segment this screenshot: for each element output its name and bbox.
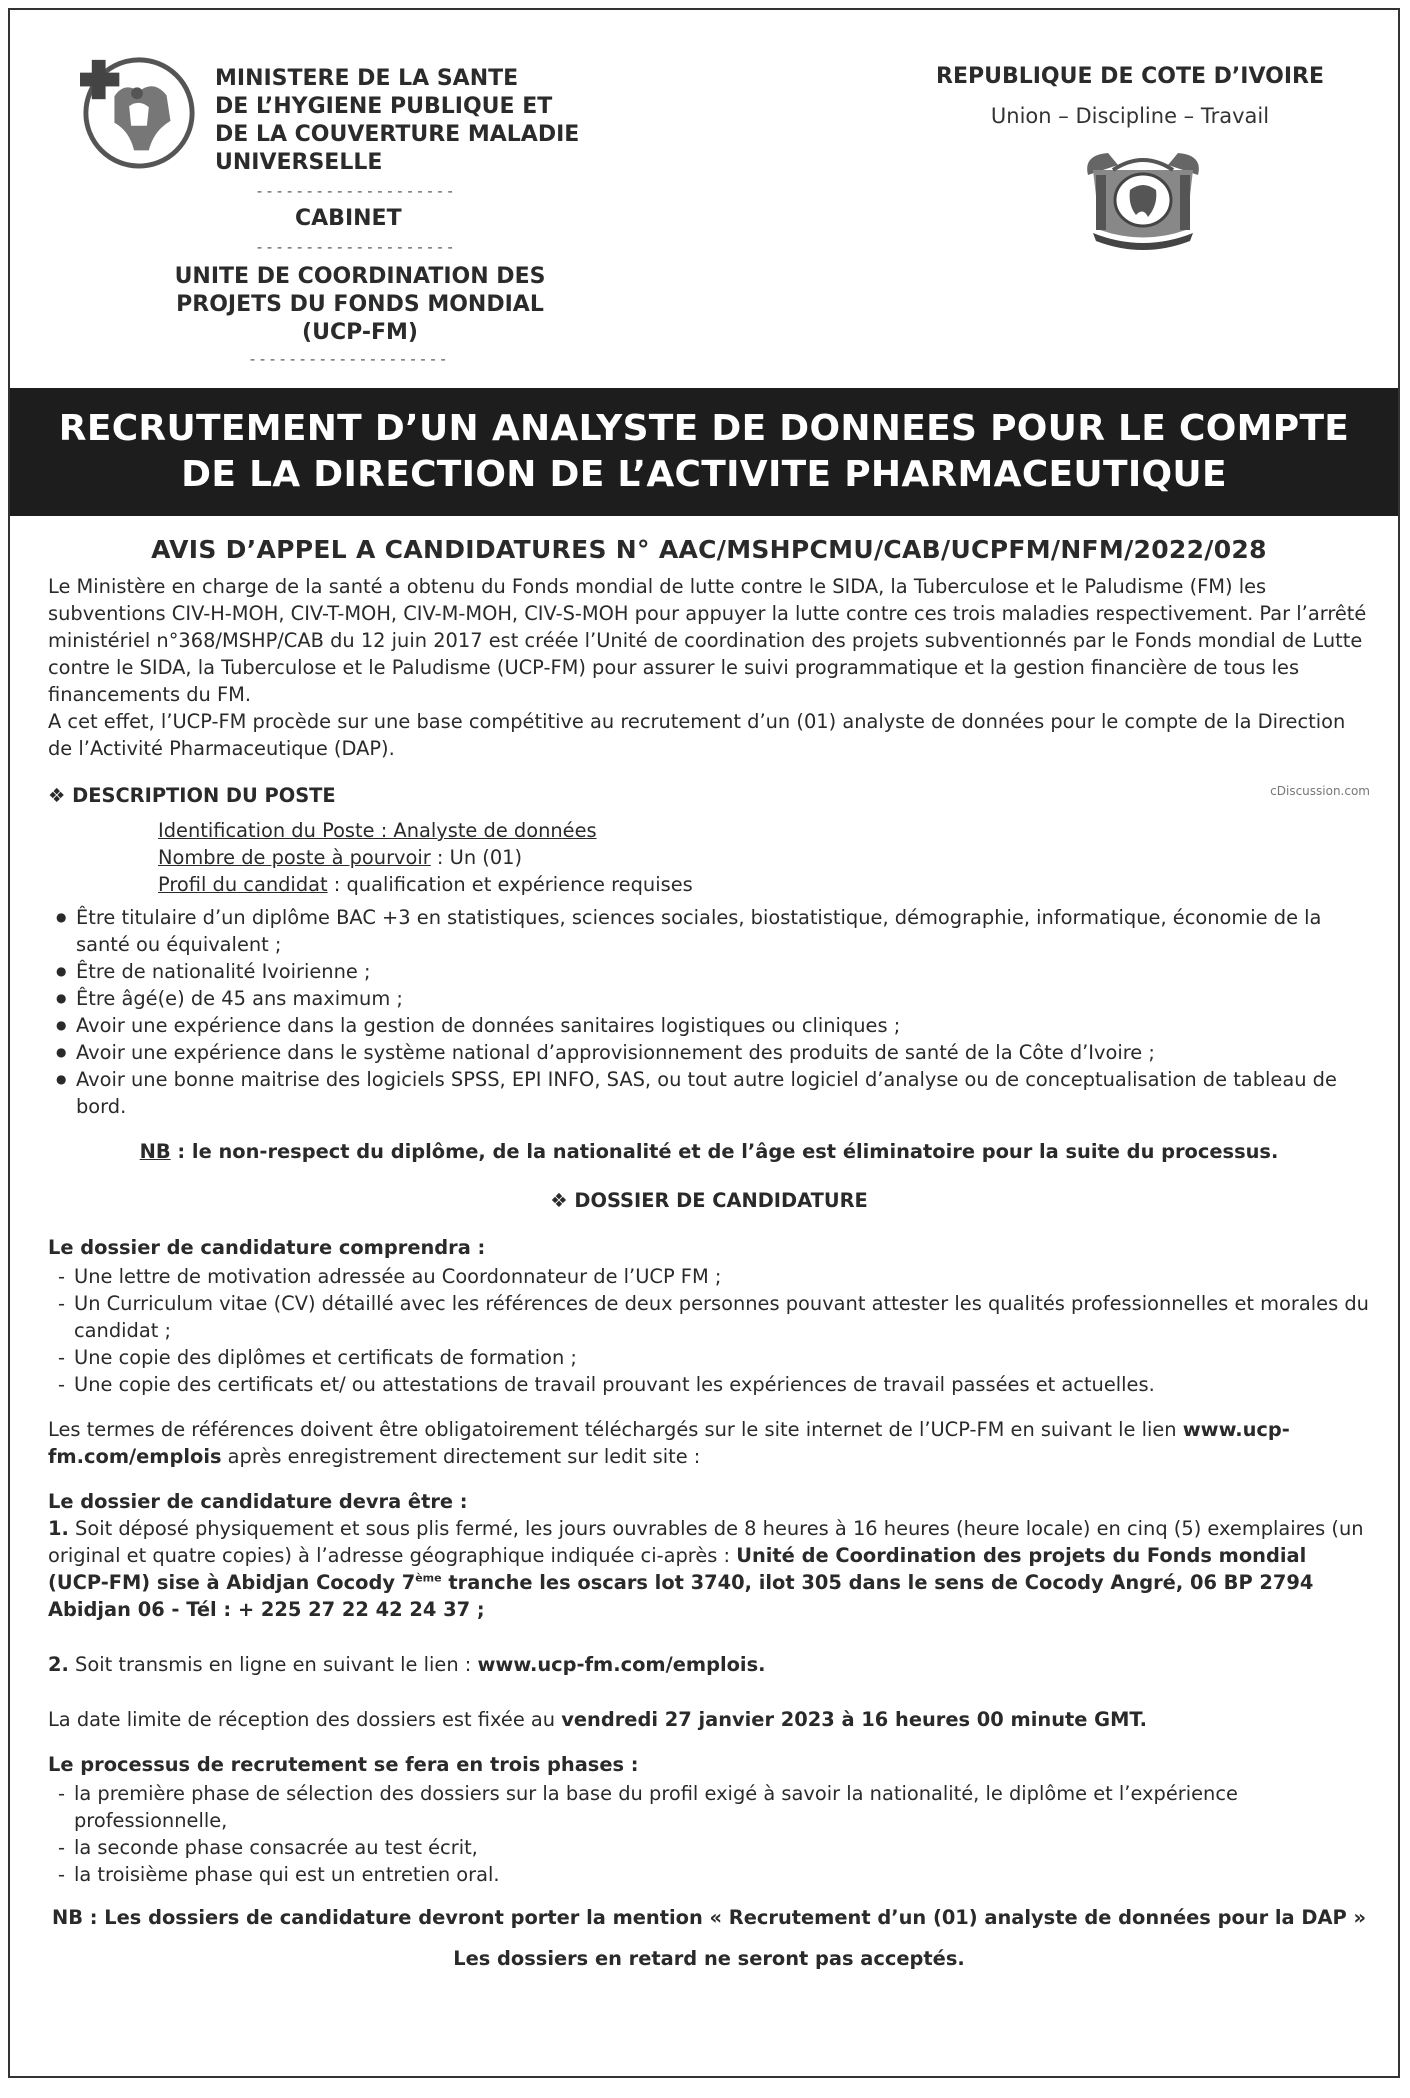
terms-text: Les termes de références doivent être obligatoirement téléchargés sur le site internet de l’UCP-FM en suivant le lien — [48, 1418, 1183, 1441]
late-notice: Les dossiers en retard ne seront pas acceptés. — [453, 1947, 965, 1970]
dossier-contents-heading: Le dossier de candidature comprendra : — [48, 1236, 486, 1259]
list-item: - Une lettre de motivation adressée au Coordonnateur de l’UCP FM ; — [74, 1263, 1370, 1290]
deadline-date: vendredi 27 janvier 2023 à 16 heures 00 minute GMT. — [561, 1708, 1148, 1731]
list-item: ● Avoir une bonne maitrise des logiciels SPSS, EPI INFO, SAS, ou tout autre logiciel d’analyse ou de conceptualisation de tableau de bord. — [76, 1066, 1370, 1120]
ordinal-suffix: ème — [415, 1571, 442, 1585]
deadline-text: La date limite de réception des dossiers est fixée au — [48, 1708, 562, 1731]
post-count-label: Nombre de poste à pourvoir — [158, 846, 431, 869]
address-text: Unité de Coordination des projets du Fonds mondial (UCP-FM) sise à Abidjan Cocody 7 — [48, 1544, 1307, 1594]
terms-link[interactable]: www.ucp-fm.com/emplois — [48, 1418, 1290, 1468]
post-count-value: : Un (01) — [430, 846, 523, 869]
post-identification-line: Identification du Poste : Analyste de données — [158, 819, 597, 842]
title-banner — [10, 388, 1398, 516]
terms-after: après enregistrement directement sur ledit site : — [221, 1445, 701, 1468]
republic-name: REPUBLIQUE DE COTE D’IVOIRE — [936, 64, 1324, 89]
cabinet-label: CABINET — [295, 206, 402, 231]
list-item: ● Être de nationalité Ivoirienne ; — [76, 958, 1370, 985]
list-item: - la seconde phase consacrée au test écrit, — [74, 1834, 1370, 1861]
list-item: ● Avoir une expérience dans la gestion de données sanitaires logistiques ou cliniques ; — [76, 1012, 1370, 1039]
header — [10, 10, 1398, 388]
list-item: - Un Curriculum vitae (CV) détaillé avec les références de deux personnes pouvant attester les qualités professionnelles et morales du candidat ; — [74, 1290, 1370, 1344]
address-text-cont: tranche les oscars lot 3740, ilot 305 dans le sens de Cocody Angré, 06 BP 2794 Abidjan 06 - Tél : + 225 27 22 42 24 37 ; — [48, 1571, 1314, 1621]
eligibility-note — [48, 1138, 1370, 1165]
profile-value: : qualification et expérience requises — [327, 873, 693, 896]
point-number: 2. — [48, 1653, 69, 1676]
dossier-heading: ❖ DOSSIER DE CANDIDATURE — [550, 1189, 868, 1212]
description-heading: ❖ DESCRIPTION DU POSTE — [48, 784, 336, 807]
dossier-items-list — [48, 1263, 1370, 1398]
list-item: - la troisième phase qui est un entretien oral. — [74, 1861, 1370, 1888]
ministry-name — [215, 65, 635, 177]
point-text: Soit déposé physiquement et sous plis fermé, les jours ouvrables de 8 heures à 16 heures (heure locale) en cinq (5) exemplaires (un original et quatre copies) à l’adresse géographique indiquée ci-après : — [48, 1517, 1364, 1567]
point-number: 1. — [48, 1517, 69, 1540]
nb-label: NB — [139, 1140, 171, 1163]
submission-heading: Le dossier de candidature devra être : — [48, 1490, 468, 1513]
profile-label: Profil du candidat — [158, 873, 328, 896]
separator: -------------------- — [255, 182, 456, 200]
separator: -------------------- — [255, 238, 456, 256]
submission-point-1 — [48, 1515, 1370, 1623]
process-phases-list — [48, 1780, 1370, 1888]
profile-line — [158, 871, 1370, 898]
list-item: ● Être titulaire d’un diplôme BAC +3 en statistiques, sciences sociales, biostatistique, démographie, informatique, économie de la santé ou équivalent ; — [76, 904, 1370, 958]
ministry-line: DE LA COUVERTURE MALADIE — [215, 122, 580, 147]
intro-paragraph: A cet effet, l’UCP-FM procède sur une base compétitive au recrutement d’un (01) analyste de données pour le compte de la Direction de l’Activité Pharmaceutique (DAP). — [48, 710, 1346, 760]
unit-line: PROJETS DU FONDS MONDIAL — [176, 292, 544, 317]
process-heading: Le processus de recrutement se fera en trois phases : — [48, 1753, 639, 1776]
requirements-list — [48, 904, 1370, 1120]
list-item: - Une copie des diplômes et certificats de formation ; — [74, 1344, 1370, 1371]
final-note: NB : Les dossiers de candidature devront porter la mention « Recrutement d’un (01) analyste de données pour la DAP » — [52, 1906, 1366, 1929]
title-line: RECRUTEMENT D’UN ANALYSTE DE DONNEES POUR LE COMPTE — [58, 408, 1350, 449]
intro-paragraph: Le Ministère en charge de la santé a obtenu du Fonds mondial de lutte contre le SIDA, la Tuberculose et le Paludisme (FM) les subventions CIV-H-MOH, CIV-T-MOH, CIV-M-MOH, CIV-S-MOH pour appuyer la lutte contre ces trois maladies respectivement. Par l’arrêté ministériel n°368/MSHP/CAB du 12 juin 2017 est créée l’Unité de coordination des projets subventionnés par le Fonds mondial de Lutte contre le SIDA, la Tuberculose et le Paludisme (UCP-FM) pour assurer le suivi programmatique et la gestion financière de tous les financements du FM. — [48, 575, 1367, 706]
unit-name — [155, 263, 565, 347]
ministry-logo-icon — [80, 52, 198, 170]
list-item: ● Être âgé(e) de 45 ans maximum ; — [76, 985, 1370, 1012]
ministry-line: DE L’HYGIENE PUBLIQUE ET — [215, 94, 553, 119]
title-line: DE LA DIRECTION DE L’ACTIVITE PHARMACEUTIQUE — [181, 454, 1227, 495]
watermark: cDiscussion.com — [1270, 784, 1370, 798]
coat-of-arms-icon — [1078, 145, 1208, 257]
nb-text: : le non-respect du diplôme, de la nationalité et de l’âge est éliminatoire pour la suite du processus. — [170, 1140, 1279, 1163]
unit-line: UNITE DE COORDINATION DES — [174, 264, 546, 289]
separator: -------------------- — [248, 350, 449, 368]
document-page — [8, 8, 1400, 2078]
list-item: - la première phase de sélection des dossiers sur la base du profil exigé à savoir la nationalité, le diplôme et l’expérience professionnelle, — [74, 1780, 1370, 1834]
list-item: ● Avoir une expérience dans le système national d’approvisionnement des produits de santé de la Côte d’Ivoire ; — [76, 1039, 1370, 1066]
terms-paragraph — [48, 1416, 1370, 1470]
deadline-paragraph — [48, 1706, 1370, 1733]
post-count-line — [158, 844, 1370, 871]
submission-point-2 — [48, 1651, 1370, 1678]
list-item: - Une copie des certificats et/ ou attestations de travail prouvant les expériences de travail passées et actuelles. — [74, 1371, 1370, 1398]
main-content — [48, 528, 1370, 1972]
ministry-line: UNIVERSELLE — [215, 150, 383, 175]
post-identification — [158, 817, 1370, 898]
unit-line: (UCP-FM) — [302, 320, 418, 345]
ministry-line: MINISTERE DE LA SANTE — [215, 66, 519, 91]
avis-reference: AVIS D’APPEL A CANDIDATURES N° AAC/MSHPCMU/CAB/UCPFM/NFM/2022/028 — [151, 535, 1267, 564]
description-section — [48, 782, 1370, 809]
point-text: Soit transmis en ligne en suivant le lien : — [68, 1653, 478, 1676]
republic-motto: Union – Discipline – Travail — [990, 104, 1270, 128]
online-link[interactable]: www.ucp-fm.com/emplois. — [477, 1653, 766, 1676]
